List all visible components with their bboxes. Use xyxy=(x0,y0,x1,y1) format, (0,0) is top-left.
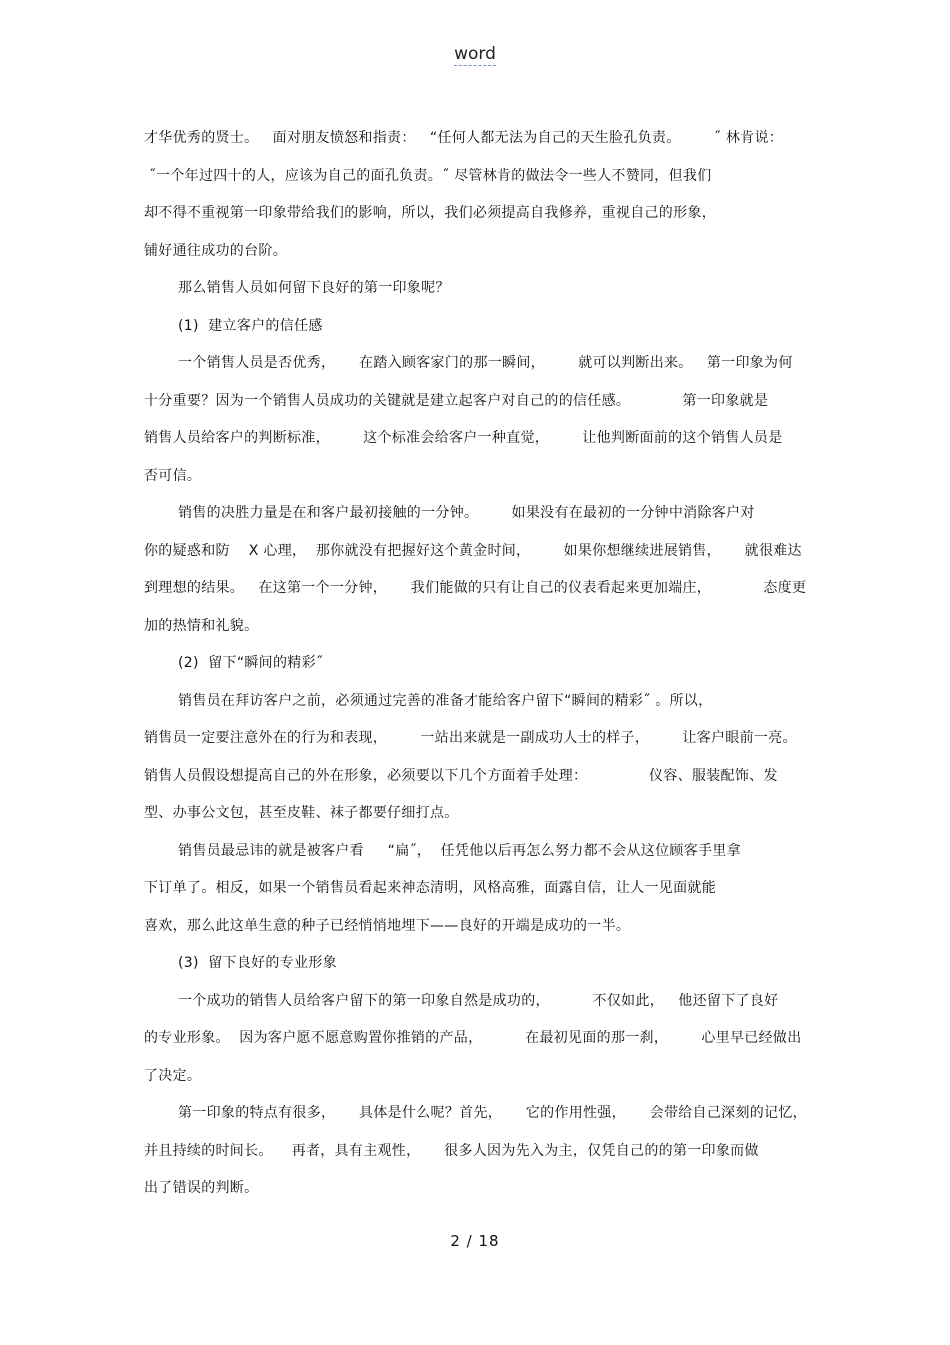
text-line: 一个成功的销售人员给客户留下的第一印象自然是成功的， 不仅如此， 他还留下了良好 xyxy=(178,992,779,1009)
page-header xyxy=(0,44,950,64)
text-line: ˝一个年过四十的人，应该为自己的面孔负责。˝ 尽管林肯的做法令一些人不赞同，但我们 xyxy=(144,167,712,184)
text-line: 铺好通往成功的台阶。 xyxy=(144,242,287,259)
text-line: 销售的决胜力量是在和客户最初接触的一分钟。 如果没有在最初的一分钟中消除客户对 xyxy=(178,505,755,521)
text-line: 你的疑惑和防 X 心理， 那你就没有把握好这个黄金时间， 如果你想继续进展销售， 就很难达 xyxy=(144,542,802,559)
text-line: 销售人员假设想提高自己的外在形象，必须要以下几个方面着手处理： 仪容、服装配饰、发 xyxy=(144,767,778,784)
text-line: (1) 建立客户的信任感 xyxy=(178,317,323,334)
header-title: word xyxy=(454,44,496,64)
text-line: 那么销售人员如何留下良好的第一印象呢？ xyxy=(178,280,450,296)
text-line: 一个销售人员是否优秀， 在踏入顾客家门的那一瞬间， 就可以判断出来。 第一印象为何 xyxy=(178,355,793,371)
text-line: 却不得不重视第一印象带给我们的影响，所以，我们必须提高自我修养，重视自己的形象， xyxy=(144,205,716,221)
page-number: 2 / 18 xyxy=(450,1232,500,1250)
text-line: 的专业形象。 因为客户愿不愿意购置你推销的产品， 在最初见面的那一刹， 心里早已经做出 xyxy=(144,1030,802,1046)
text-line: 才华优秀的贤士。 面对朋友愤怒和指责： “任何人都无法为自己的天生脸孔负责。 ˝ 林肯说： xyxy=(144,130,784,146)
text-line: 加的热情和礼貌。 xyxy=(144,617,259,634)
text-line: 了决定。 xyxy=(144,1067,202,1084)
document-body xyxy=(144,120,807,1208)
text-line: 下订单了。相反，如果一个销售员看起来神态清明，风格高雅，面露自信，让人一见面就能 xyxy=(144,880,716,896)
text-line: 到理想的结果。 在这第一个一分钟， 我们能做的只有让自己的仪表看起来更加端庄， 态度更 xyxy=(144,580,807,596)
text-line: 销售员最忌讳的就是被客户看 “扁˝， 任凭他以后再怎么努力都不会从这位顾客手里拿 xyxy=(178,842,741,859)
text-line: 出了错误的判断。 xyxy=(144,1180,259,1196)
text-line: 否可信。 xyxy=(144,467,202,484)
text-line: 销售人员给客户的判断标准， 这个标准会给客户一种直觉， 让他判断面前的这个销售人员是 xyxy=(144,430,783,446)
text-line: 十分重要？因为一个销售人员成功的关键就是建立起客户对自己的的信任感。 第一印象就是 xyxy=(144,392,769,409)
text-line: 喜欢，那么此这单生意的种子已经悄悄地埋下——良好的开端是成功的一半。 xyxy=(144,917,631,934)
text-line: 销售员一定要注意外在的行为和表现， 一站出来就是一副成功人士的样子， 让客户眼前一亮。 xyxy=(144,730,797,746)
text-line: 第一印象的特点有很多， 具体是什么呢？首先， 它的作用性强， 会带给自己深刻的记忆， xyxy=(178,1105,807,1121)
text-line: (2) 留下“瞬间的精彩˝ xyxy=(178,655,324,671)
text-line: 销售员在拜访客户之前，必须通过完善的准备才能给客户留下“瞬间的精彩˝ 。所以， xyxy=(178,692,713,709)
text-line: 型、办事公文包，甚至皮鞋、袜子都要仔细打点。 xyxy=(144,805,459,821)
text-line: 并且持续的时间长。 再者，具有主观性， 很多人因为先入为主，仅凭自己的的第一印象而做 xyxy=(144,1142,759,1159)
text-line: (3) 留下良好的专业形象 xyxy=(178,955,337,971)
